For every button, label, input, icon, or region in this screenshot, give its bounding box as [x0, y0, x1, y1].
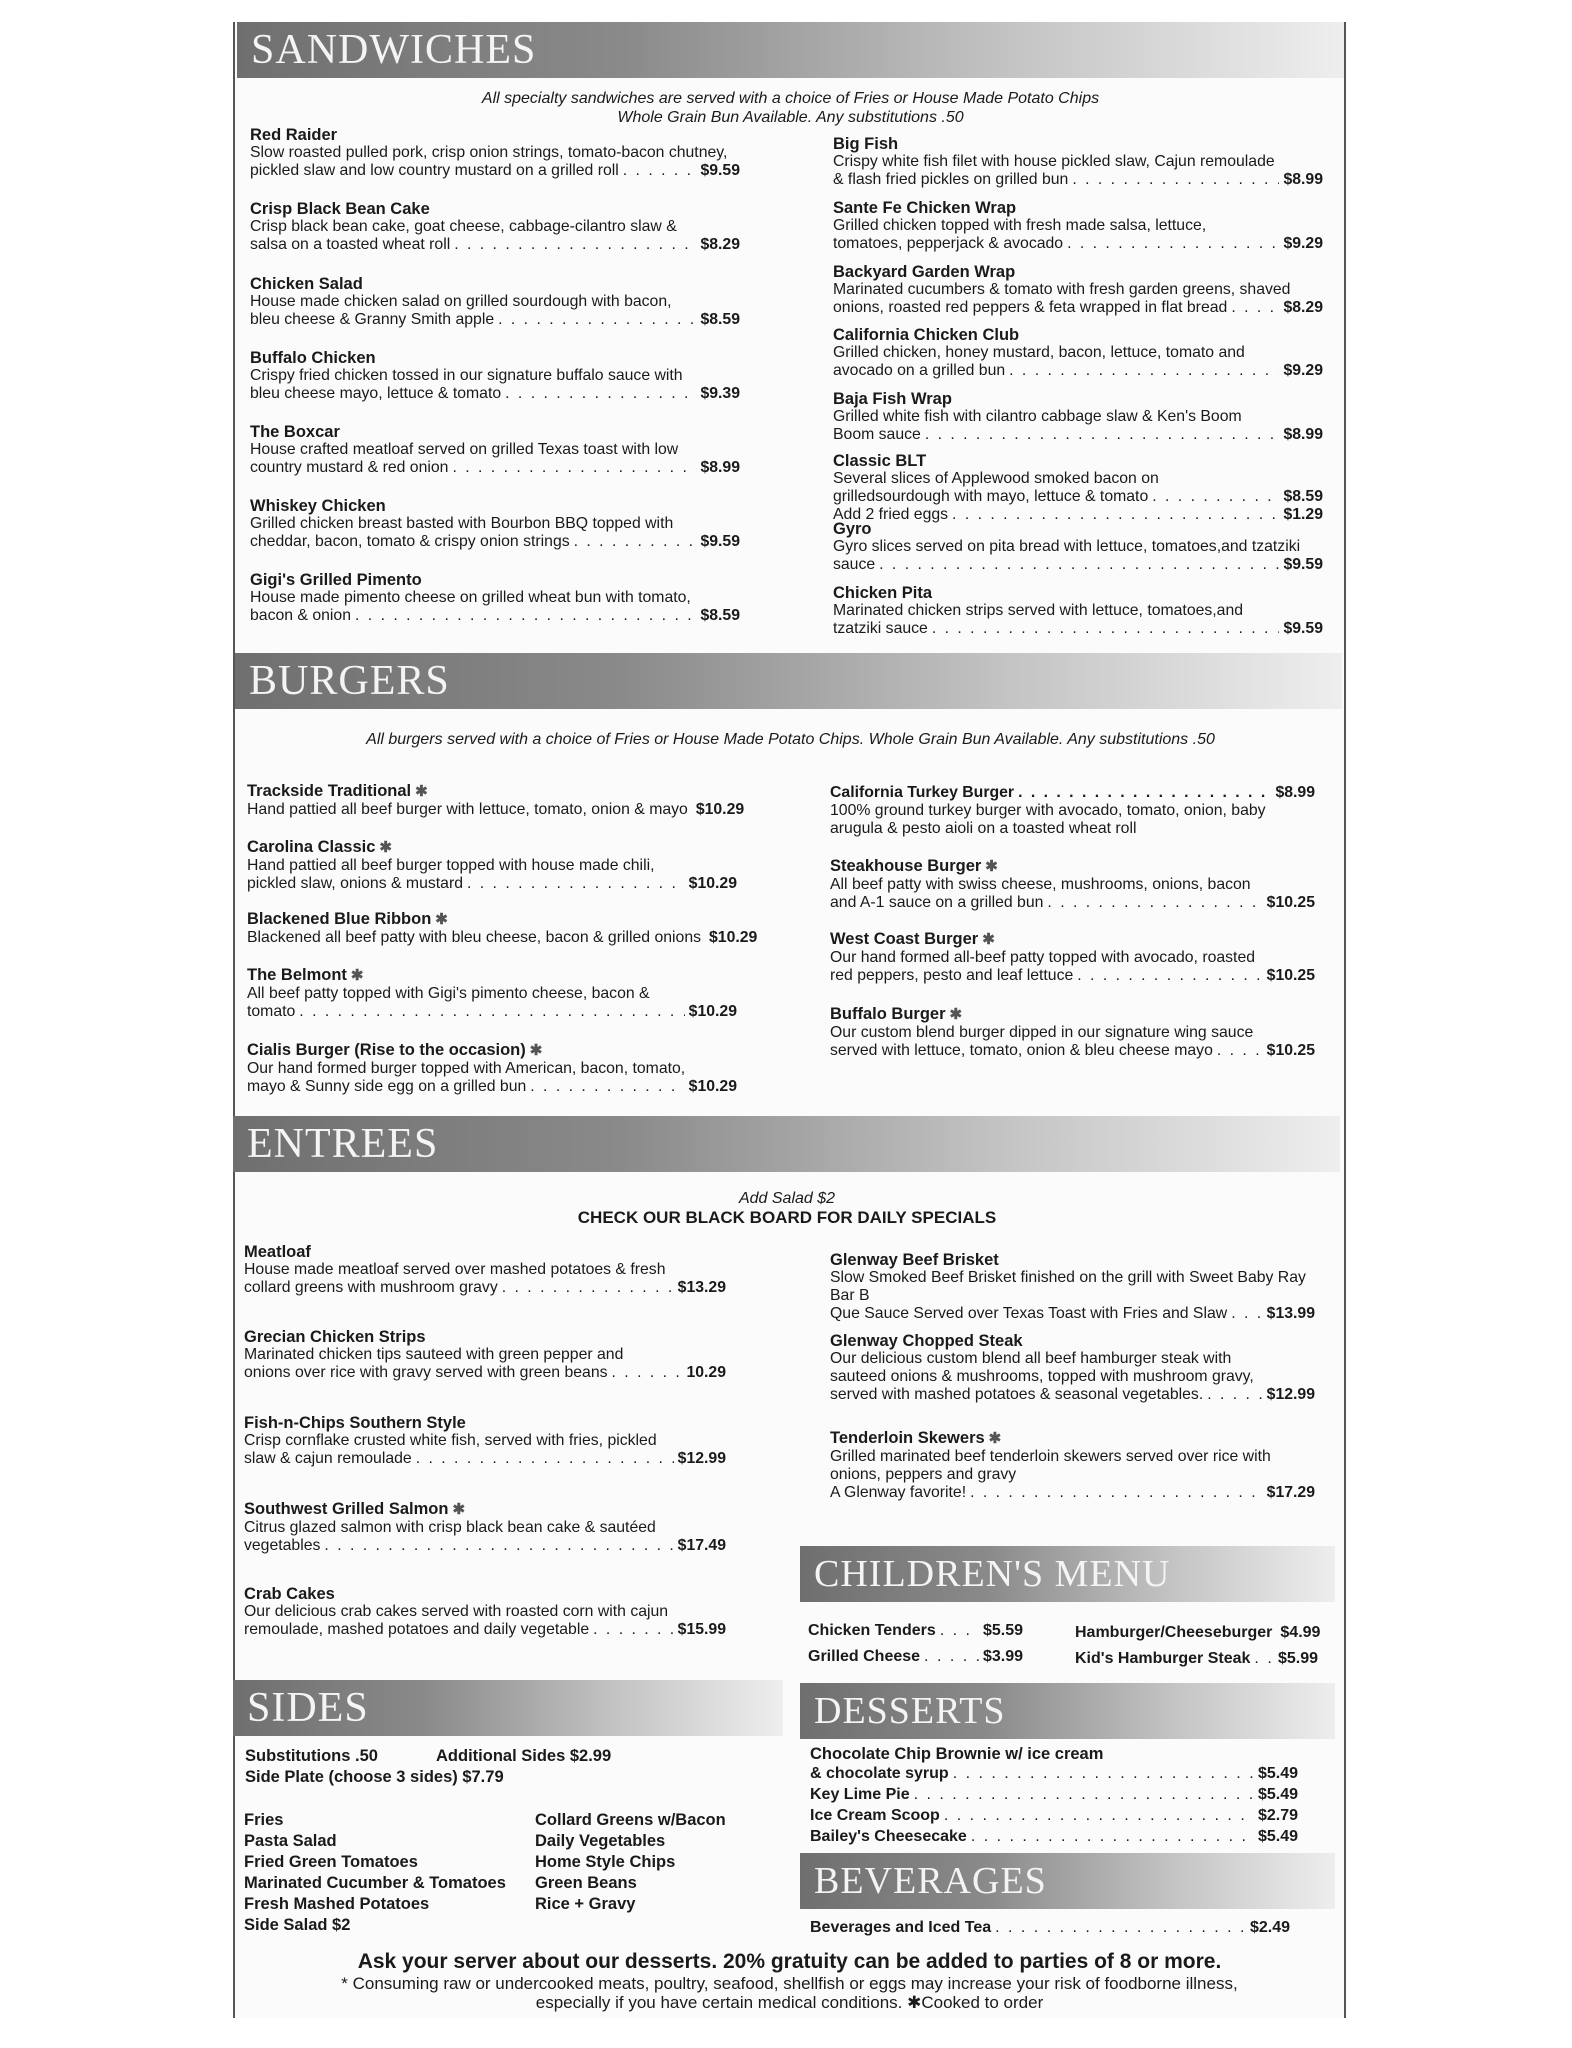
- dot-leader: [1254, 1650, 1274, 1668]
- item-name: Blackened Blue Ribbon ✱: [247, 910, 448, 928]
- item-description: Hand pattied all beef burger with lettuce, tomato, onion & mayo: [247, 801, 688, 818]
- dessert-name: Ice Cream Scoop: [810, 1807, 940, 1824]
- item-name: California Turkey Burger . . . $8.99: [830, 784, 1315, 802]
- item-price: $10.29: [688, 1078, 737, 1095]
- dot-leader: [1231, 1305, 1262, 1323]
- item-price-line: [833, 488, 1323, 506]
- side-item: Fries: [244, 1811, 284, 1829]
- item-description: Grilled chicken topped with fresh made salsa, lettuce,: [833, 217, 1207, 234]
- menu-item: [833, 135, 1323, 189]
- item-price-line: [830, 1305, 1315, 1323]
- item-description: Crisp cornflake crusted white fish, served with fries, pickled: [244, 1432, 657, 1449]
- item-price-line: [247, 1003, 737, 1021]
- item-name: Chicken Salad: [250, 275, 363, 293]
- cooked-to-order-star-icon: ✱: [949, 1006, 963, 1023]
- dot-leader: [355, 607, 696, 625]
- item-price: $13.29: [677, 1279, 726, 1296]
- item-description: Grilled white fish with cilantro cabbage slaw & Ken's Boom: [833, 408, 1242, 425]
- dot-leader: [925, 426, 1280, 444]
- kids-item-name: Grilled Cheese: [808, 1648, 921, 1665]
- item-description: avocado on a grilled bun: [833, 362, 1006, 379]
- item-price: $9.29: [1283, 362, 1323, 379]
- item-name: Whiskey Chicken: [250, 497, 386, 515]
- cooked-to-order-star-icon: ✱: [435, 911, 448, 928]
- cooked-to-order-star-icon: ✱: [988, 1430, 1002, 1447]
- dot-leader: [953, 1765, 1254, 1783]
- item-description: mayo & Sunny side egg on a grilled bun: [247, 1078, 527, 1095]
- beverage-row: [810, 1919, 1290, 1937]
- item-name: Red Raider: [250, 126, 338, 144]
- item-price-line: [247, 1078, 737, 1096]
- dot-leader: [454, 236, 696, 254]
- kids-item-name: Hamburger/Cheeseburger: [1075, 1624, 1273, 1641]
- dessert-brownie: Chocolate Chip Brownie w/ ice cream: [810, 1745, 1104, 1763]
- item-price: $12.99: [677, 1450, 726, 1467]
- item-description: sauteed onions & mushrooms, topped with mushroom gravy,: [830, 1368, 1254, 1385]
- kids-hamburger: [1075, 1624, 1321, 1642]
- item-description: Crisp black bean cake, goat cheese, cabbage-cilantro slaw &: [250, 218, 677, 235]
- item-price-line: [833, 426, 1323, 444]
- menu-item: [247, 966, 737, 1021]
- menu-item: [247, 782, 745, 819]
- item-description: House made pimento cheese on grilled wheat bun with tomato,: [250, 589, 691, 606]
- item-price-line: [247, 801, 745, 819]
- cooked-to-order-star-icon: ✱: [350, 967, 364, 984]
- item-description: tzatziki sauce: [833, 620, 928, 637]
- item-description: Blackened all beef patty with bleu cheese, bacon & grilled onions: [247, 929, 702, 946]
- item-price-line: [830, 1042, 1315, 1060]
- item-description: onions over rice with gravy served with green beans: [244, 1364, 608, 1381]
- item-description: Crispy fried chicken tossed in our signature buffalo sauce with: [250, 367, 683, 384]
- dessert-price: $5.49: [1257, 1765, 1298, 1782]
- item-name: Fish-n-Chips Southern Style: [244, 1414, 466, 1432]
- item-description: country mustard & red onion: [250, 459, 449, 476]
- item-name: Meatloaf: [244, 1243, 311, 1261]
- dot-leader: [1018, 784, 1271, 802]
- item-name: Classic BLT: [833, 452, 927, 470]
- item-description: sauce: [833, 556, 876, 573]
- item-price: $8.59: [700, 311, 740, 328]
- item-price-line: [833, 235, 1323, 253]
- dessert-price: $2.79: [1257, 1807, 1298, 1824]
- item-description: Several slices of Applewood smoked bacon on: [833, 470, 1159, 487]
- item-price: $10.25: [1266, 967, 1315, 984]
- dot-leader: [324, 1537, 673, 1555]
- dot-leader: [416, 1450, 674, 1468]
- kids-hamburger-steak: [1075, 1650, 1318, 1668]
- item-description: Slow roasted pulled pork, crisp onion strings, tomato-bacon chutney,: [250, 144, 728, 161]
- item-description: All beef patty with swiss cheese, mushrooms, onions, bacon: [830, 876, 1251, 893]
- menu-item: [247, 910, 758, 947]
- sandwiches-note: All specialty sandwiches are served with a choice of Fries or House Made Potato Chips: [481, 90, 1100, 107]
- item-price-line: [244, 1364, 726, 1382]
- item-description: House made chicken salad on grilled sourdough with bacon,: [250, 293, 672, 310]
- dot-leader: [299, 1003, 684, 1021]
- item-price-line: [833, 299, 1323, 317]
- item-description: collard greens with mushroom gravy: [244, 1279, 498, 1296]
- sandwiches-note-2: Whole Grain Bun Available. Any substitutions .50: [617, 109, 964, 126]
- item-price-line: [250, 311, 740, 329]
- item-name: Southwest Grilled Salmon ✱: [244, 1500, 466, 1518]
- dessert-row: [810, 1786, 1298, 1804]
- item-description: Citrus glazed salmon with crisp black bean cake & sautéed: [244, 1519, 656, 1536]
- side-item: Rice + Gravy: [535, 1895, 636, 1913]
- item-description: pickled slaw, onions & mustard: [247, 875, 463, 892]
- item-name: Backyard Garden Wrap: [833, 263, 1016, 281]
- menu-item: [833, 263, 1323, 317]
- item-name: Baja Fish Wrap: [833, 390, 952, 408]
- dot-leader: [924, 1648, 979, 1666]
- footer-warning-2: especially if you have certain medical conditions. ✱Cooked to order: [535, 1993, 1044, 2012]
- menu-item: [250, 200, 740, 254]
- item-price-line: [250, 533, 740, 551]
- item-description: 100% ground turkey burger with avocado, tomato, onion, baby: [830, 802, 1266, 819]
- item-name: Sante Fe Chicken Wrap: [833, 199, 1017, 217]
- menu-item: [244, 1585, 726, 1639]
- cooked-to-order-star-icon: ✱: [982, 931, 995, 948]
- menu-item: [833, 452, 1323, 524]
- dessert-row: [810, 1828, 1298, 1846]
- item-description: tomato: [247, 1003, 296, 1020]
- dot-leader: [530, 1078, 684, 1096]
- item-price: $9.29: [1283, 235, 1323, 252]
- dot-leader: [995, 1919, 1246, 1937]
- item-description: slaw & cajun remoulade: [244, 1450, 412, 1467]
- item-description: bleu cheese & Granny Smith apple: [250, 311, 495, 328]
- dot-leader: [593, 1621, 674, 1639]
- dot-leader: [1072, 171, 1279, 189]
- item-description: Grilled chicken, honey mustard, bacon, lettuce, tomato and: [833, 344, 1245, 361]
- item-name: Carolina Classic ✱: [247, 838, 392, 856]
- item-description: vegetables: [244, 1537, 321, 1554]
- item-name: Glenway Chopped Steak: [830, 1332, 1023, 1350]
- item-name: The Belmont ✱: [247, 966, 364, 984]
- menu-item: [250, 349, 740, 403]
- menu-item: [250, 423, 740, 477]
- menu-item: [833, 520, 1323, 574]
- item-price: $10.29: [688, 1003, 737, 1020]
- footer-warning: * Consuming raw or undercooked meats, poultry, seafood, shellfish or eggs may increase your risk of foodborne illness,: [341, 1974, 1238, 1993]
- dot-leader: [498, 311, 696, 329]
- item-description: served with lettuce, tomato, onion & bleu cheese mayo: [830, 1042, 1213, 1059]
- dot-leader: [502, 1279, 674, 1297]
- item-price-line: [830, 1484, 1315, 1502]
- item-description: Grilled chicken breast basted with Bourbon BBQ topped with: [250, 515, 674, 532]
- item-price: $8.29: [1283, 299, 1323, 316]
- burgers-note: All burgers served with a choice of Fries or House Made Potato Chips. Whole Grain Bun Available. Any substitutions .50: [366, 731, 1215, 748]
- item-description: Our custom blend burger dipped in our signature wing sauce: [830, 1024, 1254, 1041]
- item-name: Crab Cakes: [244, 1585, 335, 1603]
- item-name: Steakhouse Burger ✱: [830, 857, 998, 875]
- item-description: All beef patty topped with Gigi's pimento cheese, bacon &: [247, 985, 650, 1002]
- item-price-line: [247, 875, 737, 893]
- item-description: tomatoes, pepperjack & avocado: [833, 235, 1064, 252]
- item-price: $1.29: [1283, 506, 1323, 523]
- dot-leader: [452, 459, 696, 477]
- item-description: onions, roasted red peppers & feta wrapped in flat bread: [833, 299, 1228, 316]
- side-item: Fried Green Tomatoes: [244, 1853, 418, 1871]
- item-description: Boom sauce: [833, 426, 921, 443]
- menu-item: [244, 1328, 726, 1382]
- menu-item: [250, 497, 740, 551]
- kids-chicken-tenders: [808, 1622, 1023, 1640]
- item-description: and A-1 sauce on a grilled bun: [830, 894, 1044, 911]
- item-price-line: [247, 929, 758, 947]
- item-price: 10.29: [686, 1364, 726, 1381]
- item-name: The Boxcar: [250, 423, 340, 441]
- menu-item: [247, 838, 737, 893]
- side-item: Side Salad $2: [244, 1916, 351, 1934]
- item-name: Crisp Black Bean Cake: [250, 200, 430, 218]
- dot-leader: [1217, 1042, 1263, 1060]
- item-description: Crispy white fish filet with house pickled slaw, Cajun remoulade: [833, 153, 1275, 170]
- entrees-note: Add Salad $2: [738, 1190, 836, 1207]
- item-price: $13.99: [1266, 1305, 1315, 1322]
- dot-leader: [1152, 488, 1279, 506]
- menu-item: [830, 1005, 1315, 1060]
- dessert-price: $5.49: [1257, 1786, 1298, 1803]
- item-description: & flash fried pickles on grilled bun: [833, 171, 1069, 188]
- item-price-line: [244, 1537, 726, 1555]
- beverages-banner: BEVERAGES: [800, 1853, 1335, 1909]
- footer-gratuity: Ask your server about our desserts. 20% gratuity can be added to parties of 8 or more.: [357, 1950, 1222, 1973]
- menu-item: [247, 1041, 737, 1096]
- kids-item-name: Kid's Hamburger Steak: [1075, 1650, 1251, 1667]
- item-price: $9.59: [700, 162, 740, 179]
- item-description: Gyro slices served on pita bread with lettuce, tomatoes,and tzatziki: [833, 538, 1301, 555]
- item-description: remoulade, mashed potatoes and daily vegetable: [244, 1621, 590, 1638]
- dot-leader: [970, 1484, 1263, 1502]
- item-price-line: [830, 1386, 1315, 1404]
- dot-leader: [1077, 967, 1262, 985]
- item-price-line: [830, 894, 1315, 912]
- item-price-line: [244, 1621, 726, 1639]
- item-price-line: [250, 236, 740, 254]
- item-price: $8.99: [1283, 171, 1323, 188]
- side-item: Collard Greens w/Bacon: [535, 1811, 726, 1829]
- dot-leader: [1207, 1386, 1262, 1404]
- item-name: Tenderloin Skewers ✱: [830, 1429, 1002, 1447]
- menu-item: [830, 857, 1315, 912]
- item-price-line: [833, 620, 1323, 638]
- side-item: Fresh Mashed Potatoes: [244, 1895, 430, 1913]
- sides-substitutions: Substitutions .50: [245, 1747, 378, 1765]
- item-price-line: [833, 556, 1323, 574]
- sandwiches-banner: SANDWICHES: [237, 22, 1344, 78]
- dessert-price: $5.49: [1257, 1828, 1298, 1845]
- item-extra-line: Add 2 fried eggs . . . $1.29: [833, 506, 1323, 524]
- cooked-to-order-star-icon: ✱: [452, 1501, 466, 1518]
- item-name: West Coast Burger ✱: [830, 930, 995, 948]
- menu-item: [833, 326, 1323, 380]
- item-price-line: [250, 459, 740, 477]
- item-description: arugula & pesto aioli on a toasted wheat roll: [830, 820, 1137, 837]
- menu-item: [830, 784, 1315, 838]
- dot-leader: [944, 1807, 1254, 1825]
- item-name: Chicken Pita: [833, 584, 933, 602]
- menu-item: [830, 930, 1315, 985]
- item-price: $8.59: [1283, 488, 1323, 505]
- item-description: Marinated chicken tips sauteed with green pepper and: [244, 1346, 624, 1363]
- dot-leader: [505, 385, 696, 403]
- kids-item-price: $3.99: [982, 1648, 1023, 1665]
- menu-item: [833, 199, 1323, 253]
- item-price: $10.29: [688, 875, 737, 892]
- dot-leader: [1009, 362, 1279, 380]
- dot-leader: [574, 533, 697, 551]
- side-item: Pasta Salad: [244, 1832, 337, 1850]
- cooked-to-order-star-icon: ✱: [985, 858, 998, 875]
- item-price-line: [250, 162, 740, 180]
- burgers-banner: BURGERS: [235, 653, 1342, 709]
- item-description: Our hand formed burger topped with American, bacon, tomato,: [247, 1060, 686, 1077]
- side-item: Home Style Chips: [535, 1853, 676, 1871]
- item-description: salsa on a toasted wheat roll: [250, 236, 451, 253]
- item-price-line: [830, 967, 1315, 985]
- item-price-line: [244, 1450, 726, 1468]
- menu-item: [250, 126, 740, 180]
- item-name: Buffalo Chicken: [250, 349, 376, 367]
- item-price-line: [833, 362, 1323, 380]
- dessert-name: & chocolate syrup: [810, 1765, 949, 1782]
- daily-specials: CHECK OUR BLACK BOARD FOR DAILY SPECIALS: [577, 1208, 997, 1227]
- item-price: $17.29: [1266, 1484, 1315, 1501]
- item-description: Marinated chicken strips served with lettuce, tomatoes,and: [833, 602, 1244, 619]
- dessert-row: [810, 1807, 1298, 1825]
- item-description: served with mashed potatoes & seasonal vegetables.: [830, 1386, 1204, 1403]
- cooked-to-order-star-icon: ✱: [415, 783, 428, 800]
- kids-item-price: $4.99: [1280, 1624, 1321, 1641]
- menu-item: [833, 390, 1323, 444]
- menu-item: [830, 1332, 1315, 1404]
- item-description: bleu cheese mayo, lettuce & tomato: [250, 385, 502, 402]
- dessert-name: Key Lime Pie: [810, 1786, 910, 1803]
- item-name: Trackside Traditional ✱: [247, 782, 428, 800]
- item-price: $9.59: [700, 533, 740, 550]
- childrens-menu-banner: CHILDREN'S MENU: [800, 1546, 1335, 1602]
- dot-leader: [612, 1364, 683, 1382]
- item-description: bacon & onion: [250, 607, 352, 624]
- item-price: $10.29: [695, 801, 745, 818]
- item-price: $9.59: [1283, 620, 1323, 637]
- item-description: Marinated cucumbers & tomato with fresh garden greens, shaved: [833, 281, 1291, 298]
- item-name: Grecian Chicken Strips: [244, 1328, 426, 1346]
- entrees-banner: ENTREES: [233, 1116, 1340, 1172]
- item-description: Our delicious custom blend all beef hamburger steak with: [830, 1350, 1232, 1367]
- item-price: $8.59: [700, 607, 740, 624]
- item-price: $10.25: [1266, 894, 1315, 911]
- side-item: Green Beans: [535, 1874, 637, 1892]
- kids-grilled-cheese: [808, 1648, 1023, 1666]
- sides-banner: SIDES: [233, 1680, 783, 1736]
- dot-leader: [940, 1622, 979, 1640]
- item-price-line: [250, 385, 740, 403]
- item-name: Gyro: [833, 520, 872, 538]
- dot-leader: [623, 162, 697, 180]
- item-description: House made meatloaf served over mashed potatoes & fresh: [244, 1261, 666, 1278]
- item-description: grilledsourdough with mayo, lettuce & tomato: [833, 488, 1149, 505]
- item-price: $10.29: [709, 929, 758, 946]
- menu-item: [250, 571, 740, 625]
- item-price-line: [250, 607, 740, 625]
- item-description: cheddar, bacon, tomato & crispy onion strings: [250, 533, 570, 550]
- kids-item-price: $5.99: [1277, 1650, 1318, 1667]
- item-description: Our hand formed all-beef patty topped with avocado, roasted: [830, 949, 1256, 966]
- beverage-name: Beverages and Iced Tea: [810, 1919, 992, 1936]
- item-name: Big Fish: [833, 135, 899, 153]
- item-description: Our delicious crab cakes served with roasted corn with cajun: [244, 1603, 669, 1620]
- menu-item: [244, 1414, 726, 1468]
- item-description: A Glenway favorite!: [830, 1484, 967, 1501]
- item-description: Hand pattied all beef burger topped with house made chili,: [247, 857, 655, 874]
- item-description: pickled slaw and low country mustard on a grilled roll: [250, 162, 619, 179]
- menu-item: [250, 275, 740, 329]
- dessert-name: Bailey's Cheesecake: [810, 1828, 967, 1845]
- item-description: House crafted meatloaf served on grilled Texas toast with low: [250, 441, 679, 458]
- item-price-line: [833, 171, 1323, 189]
- cooked-to-order-star-icon: ✱: [529, 1042, 543, 1059]
- item-description: onions, peppers and gravy: [830, 1466, 1017, 1483]
- kids-item-name: Chicken Tenders: [808, 1622, 936, 1639]
- menu-item: [244, 1500, 726, 1555]
- dessert-row: [810, 1765, 1298, 1783]
- side-plate: Side Plate (choose 3 sides) $7.79: [245, 1768, 504, 1786]
- dot-leader: [914, 1786, 1254, 1804]
- item-price: $17.49: [677, 1537, 726, 1554]
- dot-leader: [467, 875, 685, 893]
- item-price: $10.25: [1266, 1042, 1315, 1059]
- dot-leader: [879, 556, 1279, 574]
- item-price: $9.59: [1283, 556, 1323, 573]
- item-name: Glenway Beef Brisket: [830, 1251, 999, 1269]
- item-price: $8.99: [1283, 426, 1323, 443]
- item-price-line: [244, 1279, 726, 1297]
- dot-leader: [1231, 299, 1279, 317]
- menu-item: [244, 1243, 726, 1297]
- item-description: Grilled marinated beef tenderloin skewers served over rice with: [830, 1448, 1271, 1465]
- item-price: $12.99: [1266, 1386, 1315, 1403]
- item-name: California Chicken Club: [833, 326, 1020, 344]
- item-price: $8.29: [700, 236, 740, 253]
- dot-leader: [1067, 235, 1279, 253]
- item-name: Gigi's Grilled Pimento: [250, 571, 422, 589]
- item-name: Cialis Burger (Rise to the occasion) ✱: [247, 1041, 543, 1059]
- item-price: $8.99: [700, 459, 740, 476]
- item-description: red peppers, pesto and leaf lettuce: [830, 967, 1074, 984]
- dot-leader: [971, 1828, 1254, 1846]
- item-price: $15.99: [677, 1621, 726, 1638]
- menu-item: [830, 1251, 1315, 1323]
- menu-item: [833, 584, 1323, 638]
- dot-leader: [1047, 894, 1262, 912]
- beverage-price: $2.49: [1249, 1919, 1290, 1936]
- cooked-to-order-star-icon: ✱: [379, 839, 392, 856]
- sides-additional: Additional Sides $2.99: [436, 1747, 612, 1765]
- item-price: $8.99: [1275, 784, 1315, 801]
- item-description: Que Sauce Served over Texas Toast with Fries and Slaw: [830, 1305, 1228, 1322]
- dot-leader: [932, 620, 1280, 638]
- kids-item-price: $5.59: [982, 1622, 1023, 1639]
- desserts-banner: DESSERTS: [800, 1683, 1335, 1739]
- side-item: Daily Vegetables: [535, 1832, 666, 1850]
- item-price: $9.39: [700, 385, 740, 402]
- menu-item: [830, 1429, 1315, 1502]
- item-description: Slow Smoked Beef Brisket finished on the grill with Sweet Baby Ray Bar B: [830, 1269, 1306, 1304]
- side-item: Marinated Cucumber & Tomatoes: [244, 1874, 506, 1892]
- item-name: Buffalo Burger ✱: [830, 1005, 963, 1023]
